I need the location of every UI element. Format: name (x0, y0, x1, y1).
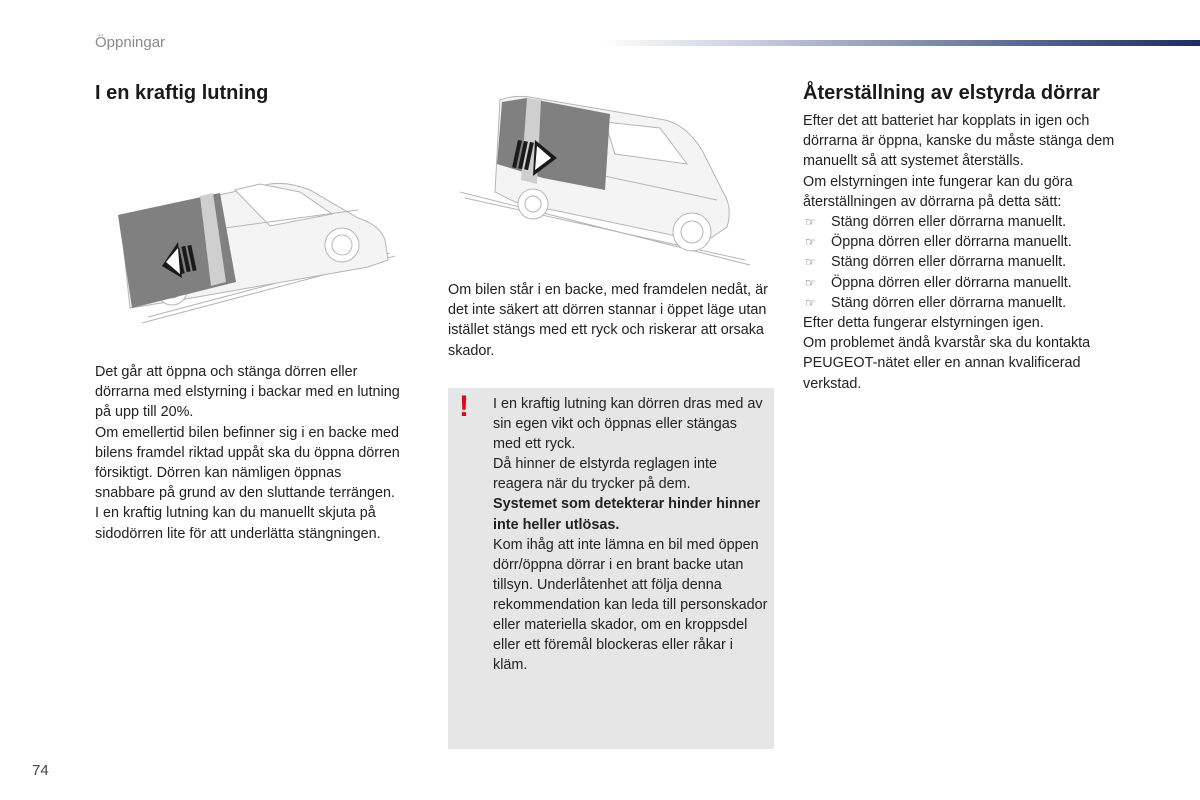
warning-line: I en kraftig lutning kan dörren dras med av sin egen vikt och öppnas eller stängas med ett ryck. (493, 396, 763, 453)
warning-exclamation-icon: ! (459, 390, 469, 423)
right-text (803, 111, 1123, 394)
heading-reset-electric-doors: Återställning av elstyrda dörrar (803, 82, 1100, 104)
list-item: ☞ Öppna dörren eller dörrarna manuellt. (803, 232, 1123, 252)
page-number: 74 (32, 762, 49, 779)
header-gradient-bar (600, 40, 1200, 46)
left-text (95, 362, 400, 544)
warning-line: Kom ihåg att inte lämna en bil med öppen dörr/öppna dörrar i en brant backe utan tillsyn. Underlåtenhet att följa denna rekommendation kan leda till personskador eller materiella skador, om en kroppsdel eller ett föremål blockeras eller råkar i kläm. (493, 536, 768, 674)
warning-text (493, 394, 768, 675)
paragraph: Efter det att batteriet har kopplats in igen och dörrarna är öppna, kanske du måste stänga dem manuellt så att systemet återställs. (803, 113, 1115, 170)
paragraph: Om elstyrningen inte fungerar kan du göra återställningen av dörrarna på detta sätt: (803, 173, 1073, 210)
list-item: ☞ Stäng dörren eller dörrarna manuellt. (803, 212, 1123, 232)
warning-line: Då hinner de elstyrda reglagen inte reagera när du trycker på dem. (493, 456, 717, 493)
list-item: ☞ Öppna dörren eller dörrarna manuellt. (803, 273, 1123, 293)
paragraph: Om emellertid bilen befinner sig i en backe med bilens framdel riktad uppåt ska du öppna dörren försiktigt. Dörren kan nämligen öppnas snabbare på grund av den sluttande terrängen. (95, 424, 400, 502)
pointing-hand-icon: ☞ (805, 275, 816, 290)
middle-paragraph: Om bilen står i en backe, med framdelen nedåt, är det inte säkert att dörren stannar i öppet läge utan istället stängs med ett ryck och riskerar att orsaka skador. (448, 282, 768, 359)
list-item: ☞ Stäng dörren eller dörrarna manuellt. (803, 252, 1123, 272)
reset-steps-list (803, 212, 1123, 313)
pointing-hand-icon: ☞ (805, 235, 816, 250)
list-item: ☞ Stäng dörren eller dörrarna manuellt. (803, 293, 1123, 313)
warning-bold-line: Systemet som detekterar hinder hinner inte heller utlösas. (493, 496, 761, 533)
pointing-hand-icon: ☞ (805, 255, 816, 270)
pointing-hand-icon: ☞ (805, 295, 816, 310)
section-title: Öppningar (95, 34, 166, 51)
van-uphill-illustration-icon (110, 170, 395, 325)
paragraph: Det går att öppna och stänga dörren eller dörrarna med elstyrning i backar med en lutning på upp till 20%. (95, 364, 400, 421)
van-downhill-illustration-icon (455, 92, 755, 267)
heading-steep-slope: I en kraftig lutning (95, 82, 269, 104)
paragraph: Efter detta fungerar elstyrningen igen. (803, 315, 1044, 332)
paragraph: I en kraftig lutning kan du manuellt skjuta på sidodörren lite för att underlätta stängningen. (95, 505, 381, 542)
pointing-hand-icon: ☞ (805, 215, 816, 230)
paragraph: Om problemet ändå kvarstår ska du kontakta PEUGEOT-nätet eller en annan kvalificerad verkstad. (803, 335, 1091, 392)
